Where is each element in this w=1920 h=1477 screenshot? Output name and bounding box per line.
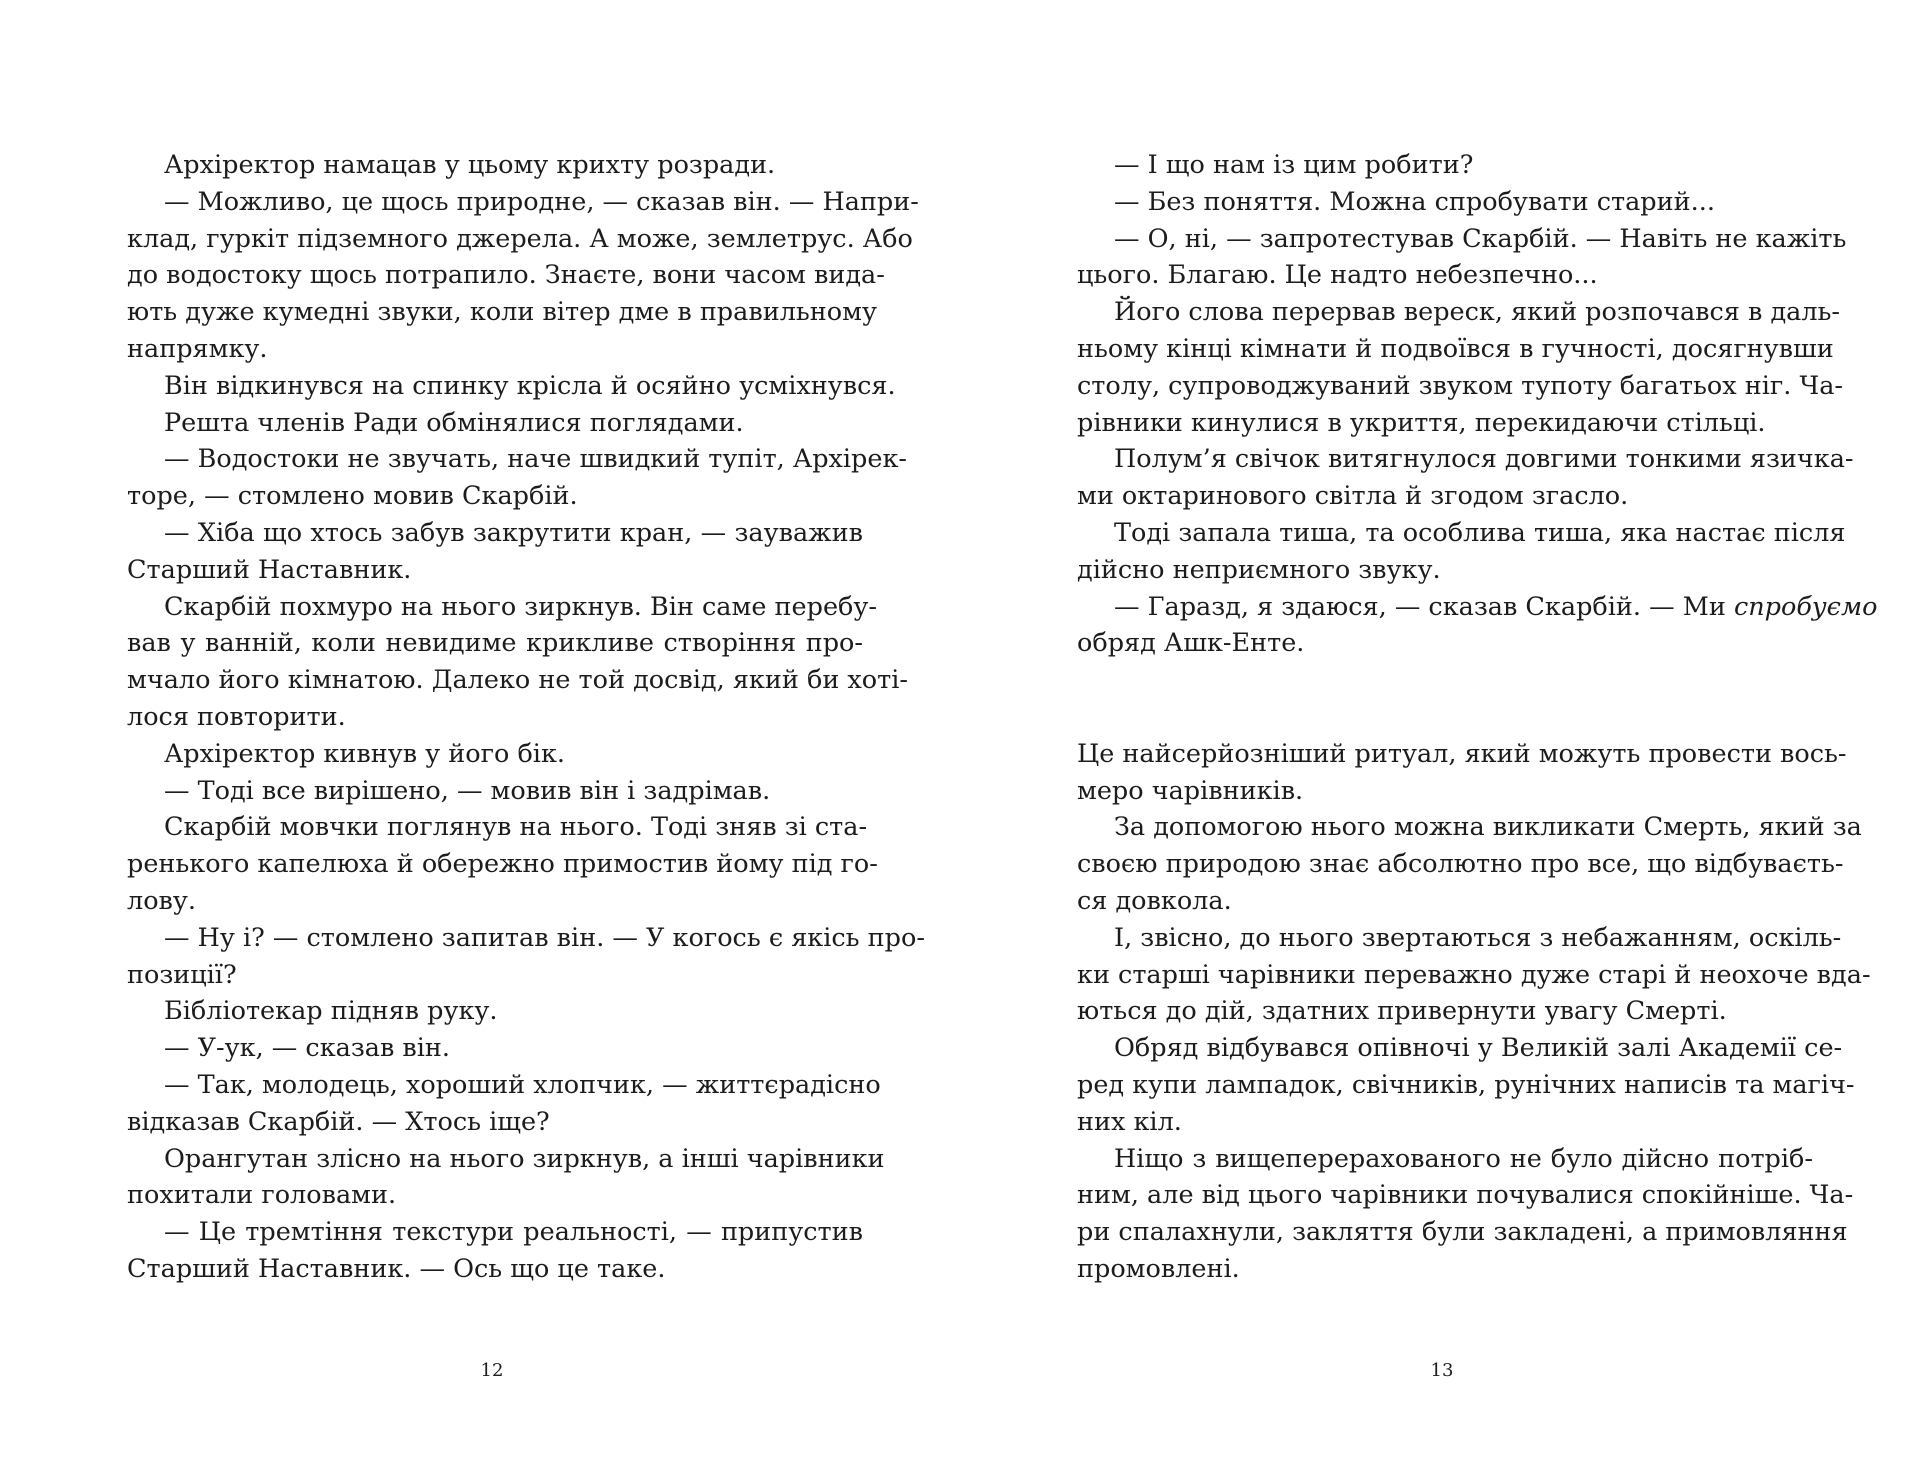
text-line: [127, 221, 913, 258]
line-text: Старший Наставник. — Ось що це таке.: [127, 1253, 666, 1284]
text-line: [127, 1177, 863, 1214]
text-line: [1077, 1141, 1813, 1178]
text-line: [1077, 625, 1813, 662]
line-text: Його слова перервав вереск, який розпочався в даль-: [1114, 297, 1841, 328]
text-line: [1077, 441, 1854, 478]
text-line: [1077, 1104, 1813, 1141]
line-text: Обряд відбувався опівночі у Великій залі Академії се-: [1114, 1033, 1843, 1064]
text-line: [1077, 736, 1847, 773]
text-line: [1077, 515, 1846, 552]
text-line: [127, 515, 863, 552]
text-line: [127, 625, 863, 662]
text-line: [127, 957, 863, 994]
line-text: до водостоку щось потрапило. Знаєте, вони часом вида-: [127, 260, 885, 291]
line-text: ренького капелюха й обережно примостив йому під го-: [127, 849, 878, 880]
text-line: [1077, 331, 1834, 368]
line-text: — Можливо, це щось природне, — сказав він. — Напри-: [164, 186, 919, 217]
text-line: [127, 809, 868, 846]
line-text: — Хіба що хтось забув закрутити кран, — зауважив: [164, 517, 863, 548]
text-line: [1077, 257, 1813, 294]
text-line: [127, 331, 863, 368]
line-text: своєю природою знає абсолютно про все, що відбуваєть-: [1077, 849, 1844, 880]
text-line: [127, 920, 925, 957]
line-text: Старший Наставник.: [127, 554, 412, 585]
line-text: Полум’я свічок витягнулося довгими тонкими язичка-: [1114, 444, 1854, 475]
text-line: [1077, 405, 1813, 442]
line-text: них кіл.: [1077, 1106, 1182, 1137]
line-text: похитали головами.: [127, 1180, 397, 1211]
line-text: Скарбій мовчки поглянув на нього. Тоді зняв зі ста-: [164, 812, 868, 843]
text-line: [127, 699, 863, 736]
line-text: — Ну і? — стомлено запитав він. — У когось є якісь про-: [164, 922, 925, 953]
text-line: [1077, 368, 1844, 405]
text-line: [127, 368, 896, 405]
line-text: столу, супроводжуваний звуком тупоту багатьох ніг. Ча-: [1077, 370, 1844, 401]
line-text: — У-ук, — сказав він.: [164, 1033, 451, 1064]
right-page-number: 13: [1430, 1360, 1454, 1381]
text-line: [1077, 1251, 1813, 1288]
text-line: [1077, 846, 1844, 883]
line-text: меро чарівників.: [1077, 775, 1304, 806]
line-text: ють дуже кумедні звуки, коли вітер дме в правильному: [127, 297, 877, 328]
text-line: [127, 1141, 885, 1178]
text-line: [1077, 184, 1813, 221]
text-line: [127, 589, 878, 626]
line-text: Ніщо з вищеперерахованого не було дійсно потріб-: [1114, 1143, 1813, 1174]
line-text: вав у ванній, коли невидиме крикливе створіння про-: [127, 628, 863, 659]
text-line: [127, 773, 863, 810]
line-text: ки старші чарівники переважно дуже старі й неохоче вда-: [1077, 959, 1871, 990]
line-text: — Це тремтіння текстури реальності, — припустив: [164, 1217, 863, 1248]
line-text: За допомогою нього можна викликати Смерть, який за: [1114, 812, 1862, 843]
line-text: обряд Ашк-Енте.: [1077, 628, 1305, 659]
text-line: [1077, 809, 1862, 846]
line-text: — Гаразд, я здаюся, — сказав Скарбій. — Ми: [1114, 591, 1734, 622]
line-text: мчало його кімнатою. Далеко не той досвід, який би хоті-: [127, 665, 909, 696]
text-line: [127, 478, 863, 515]
text-line: [1077, 883, 1813, 920]
left-page-number: 12: [480, 1360, 504, 1381]
line-text: ньому кінці кімнати й подвоївся в гучності, досягнувши: [1077, 333, 1834, 364]
line-text: ним, але від цього чарівники почувалися спокійніше. Ча-: [1077, 1180, 1854, 1211]
text-line: [127, 441, 908, 478]
text-line: [127, 1067, 881, 1104]
right-page-text: [1077, 147, 1878, 1288]
text-line: [1077, 147, 1813, 184]
line-text: ред купи лампадок, свічників, рунічних написів та магіч-: [1077, 1069, 1855, 1100]
line-text: рівники кинулися в укриття, перекидаючи стільці.: [1077, 407, 1766, 438]
text-line: [127, 147, 863, 184]
text-line: [1077, 957, 1871, 994]
text-line: [127, 993, 863, 1030]
line-text: дійсно неприємного звуку.: [1077, 554, 1441, 585]
text-line: [127, 736, 863, 773]
line-text: напрямку.: [127, 333, 268, 364]
line-text: Він відкинувся на спинку крісла й осяйно усміхнувся.: [164, 370, 896, 401]
line-text: Це найсерйозніший ритуал, який можуть провести вось-: [1077, 738, 1847, 769]
line-text: позиції?: [127, 959, 237, 990]
line-text: Бібліотекар підняв руку.: [164, 996, 498, 1027]
italic-word: спробуємо: [1733, 591, 1878, 622]
left-page-text: [127, 147, 925, 1288]
line-text: Решта членів Ради обмінялися поглядами.: [164, 407, 744, 438]
line-text: торе, — стомлено мовив Скарбій.: [127, 481, 578, 512]
text-line: [127, 883, 863, 920]
line-text: Орангутан злісно на нього зиркнув, а інші чарівники: [164, 1143, 885, 1174]
line-text: — І що нам із цим робити?: [1114, 150, 1474, 180]
text-line: [1077, 294, 1841, 331]
text-line: [1077, 589, 1878, 626]
text-line: [1077, 920, 1842, 957]
text-line: [127, 552, 863, 589]
text-line: [127, 662, 909, 699]
text-line: [1077, 773, 1813, 810]
text-line: [127, 1030, 863, 1067]
text-line: [1077, 1177, 1854, 1214]
line-text: — Без поняття. Можна спробувати старий...: [1114, 186, 1715, 217]
text-line: [127, 184, 919, 221]
line-text: лову.: [127, 885, 197, 916]
line-text: промовлені.: [1077, 1253, 1240, 1284]
text-line: [127, 405, 863, 442]
line-text: — Тоді все вирішено, — мовив він і задрімав.: [164, 775, 771, 806]
text-line: [1077, 1067, 1855, 1104]
line-text: ся довкола.: [1077, 885, 1232, 916]
line-text: Архіректор намацав у цьому крихту розради.: [164, 150, 776, 180]
line-text: цього. Благаю. Це надто небезпечно...: [1077, 260, 1598, 291]
line-text: ри спалахнули, закляття були закладені, а примовляння: [1077, 1217, 1848, 1248]
text-line: [127, 1104, 863, 1141]
line-text: І, звісно, до нього звертаються з небажанням, оскіль-: [1114, 922, 1842, 953]
text-line: [1077, 221, 1847, 258]
text-line: [127, 257, 885, 294]
line-text: Тоді запала тиша, та особлива тиша, яка настає після: [1114, 517, 1846, 548]
text-line: [127, 846, 878, 883]
line-text: відказав Скарбій. — Хтось іще?: [127, 1106, 550, 1137]
line-text: Скарбій похмуро на нього зиркнув. Він саме перебу-: [164, 591, 878, 622]
text-line: [1077, 1214, 1848, 1251]
text-line: [127, 294, 877, 331]
line-text: — Так, молодець, хороший хлопчик, — життєрадісно: [164, 1069, 881, 1100]
text-line: [1077, 993, 1813, 1030]
line-text: Архіректор кивнув у його бік.: [164, 738, 565, 769]
line-text: ються до дій, здатних привернути увагу Смерті.: [1077, 996, 1727, 1027]
text-line: [1077, 552, 1813, 589]
line-text: клад, гуркіт підземного джерела. А може, землетрус. Або: [127, 223, 913, 254]
line-text: лося повторити.: [127, 701, 346, 732]
text-line: [127, 1251, 863, 1288]
line-text: ми октаринового світла й згодом згасло.: [1077, 481, 1629, 512]
line-text: — Водостоки не звучать, наче швидкий тупіт, Архірек-: [164, 444, 908, 475]
line-text: — О, ні, — запротестував Скарбій. — Навіть не кажіть: [1114, 223, 1847, 254]
text-line: [1077, 478, 1813, 515]
text-line: [1077, 1030, 1843, 1067]
text-line: [127, 1214, 863, 1251]
